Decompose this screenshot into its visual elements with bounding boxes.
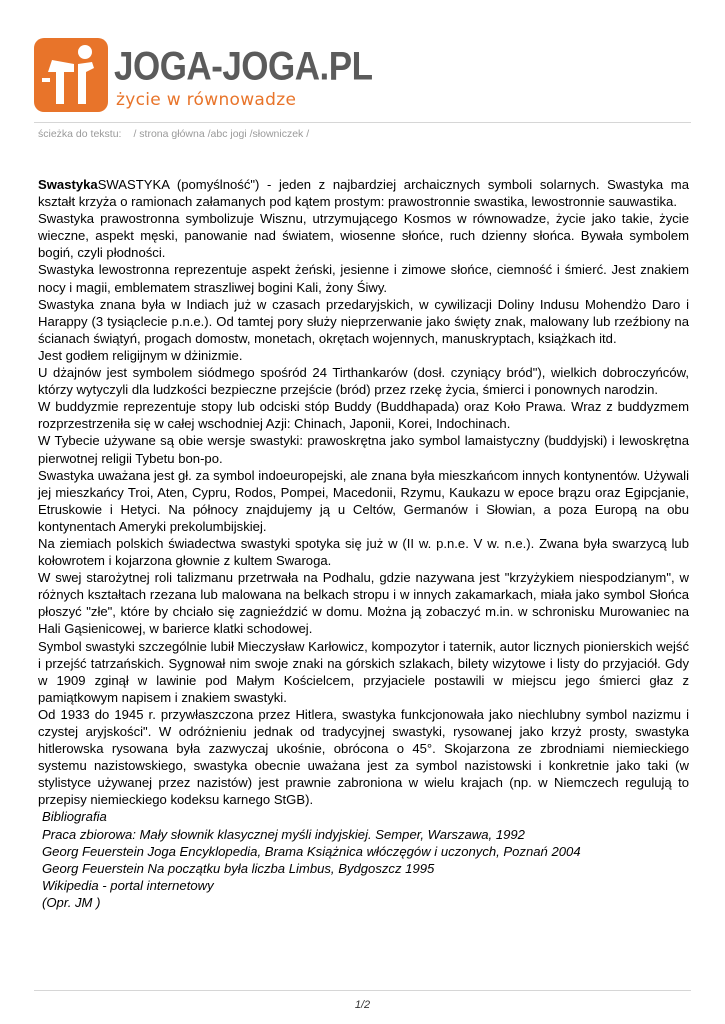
article-paragraph: W swej starożytnej roli talizmanu przetrwała na Podhalu, gdzie nazywana jest "krzyżykiem niespodzianym", w różnych kształtach rzezana lub malowana na belkach stropu i w innych zakamarkach, miała jako symbol Słońca płoszyć "złe", które by chciało się zagnieździć w domu. Można ją zobaczyć m.in. w schronisku Murowaniec na Hali Gąsienicowej, w barierce klatki schodowej. bbox=[38, 570, 689, 637]
article-paragraph: W buddyzmie reprezentuje stopy lub odciski stóp Buddy (Buddhapada) oraz Koło Prawa. Wraz z buddyzmem rozprzestrzeniła się w całej wschodniej Azji: Chinach, Japonii, Korei, Indochinach. bbox=[38, 399, 689, 432]
article-paragraph: U dżajnów jest symbolem siódmego spośród 24 Tirthankarów (dosł. czyniący bród"), wielkich dobroczyńców, którzy wytyczyli dla ludzkości bezpieczne przejście (bród) przez rzekę życia, śmierci i ponownych narodzin. bbox=[38, 365, 689, 398]
breadcrumb-path[interactable]: / strona główna /abc jogi /słowniczek / bbox=[133, 128, 310, 140]
site-tagline: życie w równowadze bbox=[116, 90, 297, 110]
article-paragraph: Symbol swastyki szczególnie lubił Mieczysław Karłowicz, kompozytor i taternik, autor licznych pionierskich wejść i przejść tatrzańskich. Sygnował nim swoje znaki na górskich szlakach, bilety wizytowe i listy do przyjaciół. Gdy w 1909 zginął w lawinie pod Małym Kościelcem, przyjaciele postawili w miejscu jego śmierci głaz z pamiątkowym napisem i znakiem swastyki. bbox=[38, 638, 689, 705]
breadcrumb bbox=[38, 128, 309, 140]
bibliography-heading: Bibliografia bbox=[42, 809, 107, 825]
bibliography-entry: Wikipedia - portal internetowy bbox=[42, 877, 214, 893]
header-divider bbox=[34, 122, 691, 123]
yoga-figure-logo-icon[interactable] bbox=[34, 38, 108, 112]
bibliography-entry: Praca zbiorowa: Mały słownik klasycznej myśli indyjskiej. Semper, Warszawa, 1992 bbox=[42, 826, 525, 842]
article-paragraph: Swastyka prawostronna symbolizuje Wisznu, utrzymującego Kosmos w równowadze, życie jako takie, życie wieczne, aspekt męski, panowanie nad światem, wiosenne słońce, ruch dzienny słońca. Bywała symbolem bogiń, czyli płodności. bbox=[38, 211, 689, 261]
article-body bbox=[38, 176, 689, 911]
site-logo-title[interactable]: JOGA-JOGA.PL bbox=[114, 44, 373, 89]
article-paragraph: W Tybecie używane są obie wersje swastyki: prawoskrętna jako symbol lamaistyczny (buddyjski) i lewoskrętna pierwotnej religii Tybetu bon-po. bbox=[38, 433, 689, 466]
site-header bbox=[34, 38, 373, 118]
article-paragraph: Na ziemiach polskich świadectwa swastyki spotyka się już w (II w. p.n.e. V w. n.e.). Zwana była swarzycą lub kołowrotem i kojarzona głownie z kultem Swaroga. bbox=[38, 535, 689, 569]
bibliography-entry: Georg Feuerstein Joga Encyklopedia, Brama Książnica włóczęgów i uczonych, Poznań 2004 bbox=[42, 843, 581, 859]
bibliography bbox=[38, 808, 689, 911]
article-paragraph: Swastyka znana była w Indiach już w czasach przedaryjskich, w cywilizacji Doliny Indusu Mohendżo Daro i Harappy (3 tysiąclecie p.n.e.). Od tamtej pory służy nieprzerwanie jako święty znak, malowany lub rzeźbiony na ścianach świątyń, progach domostw, monetach, okrętach wojennych, manuskryptach, książkach itd. bbox=[38, 296, 689, 346]
article-term: Swastyka bbox=[38, 177, 98, 192]
bibliography-author: (Opr. JM ) bbox=[42, 894, 101, 910]
page-number: 1/2 bbox=[354, 999, 371, 1011]
bibliography-entry: Georg Feuerstein Na początku była liczba Limbus, Bydgoszcz 1995 bbox=[42, 860, 435, 876]
breadcrumb-label: ścieżka do tekstu: bbox=[38, 128, 122, 140]
article-paragraph: Jest godłem religijnym w dżinizmie. bbox=[38, 347, 243, 363]
footer-divider bbox=[34, 990, 691, 991]
article-paragraph: Od 1933 do 1945 r. przywłaszczona przez Hitlera, swastyka funkcjonowała jako niechlubny symbol nazizmu i czystej aryjskości". W odróżnieniu jednak od tradycyjnej swastyki, rysowanej jako krzyż prosty, swastyka hitlerowska rysowana była zazwyczaj ukośnie, obrócona o 45°. Skojarzona ze zbrodniami niemieckiego systemu nazistowskiego, swastyka obecnie uważana jest za symbol nazistowski i konkretnie jako taki (w stylistyce używanej przez nazistów) jest prawnie zabroniona w wielu krajach (np. w Niemczech regulują to przepisy niemieckiego kodeksu karnego StGB). bbox=[38, 706, 689, 808]
article-paragraph: Swastyka uważana jest gł. za symbol indoeuropejski, ale znana była mieszkańcom innych kontynentów. Używali jej mieszkańcy Troi, Aten, Cypru, Rodos, Pompei, Macedonii, Rzymu, Kaukazu w epoce brązu oraz Egipcjanie, Etruskowie i Hetyci. Na północy znajdujemy ją u Celtów, Germanów i Słowian, a poza Europą na obu kontynentach Ameryki prekolumbijskiej. bbox=[38, 467, 689, 534]
article-paragraph: Swastyka lewostronna reprezentuje aspekt żeński, jesienne i zimowe słońce, ciemność i śmierć. Jest znakiem nocy i magii, emblematem straszliwej bogini Kali, żony Śiwy. bbox=[38, 262, 689, 295]
article-paragraph: SwastykaSWASTYKA (pomyślność") - jeden z najbardziej archaicznych symboli solarnych. Swastyka ma kształt krzyża o ramionach załamanych pod kątem prostym: prawostronnie swastika, lewostronnie sauwastika. bbox=[38, 177, 689, 210]
